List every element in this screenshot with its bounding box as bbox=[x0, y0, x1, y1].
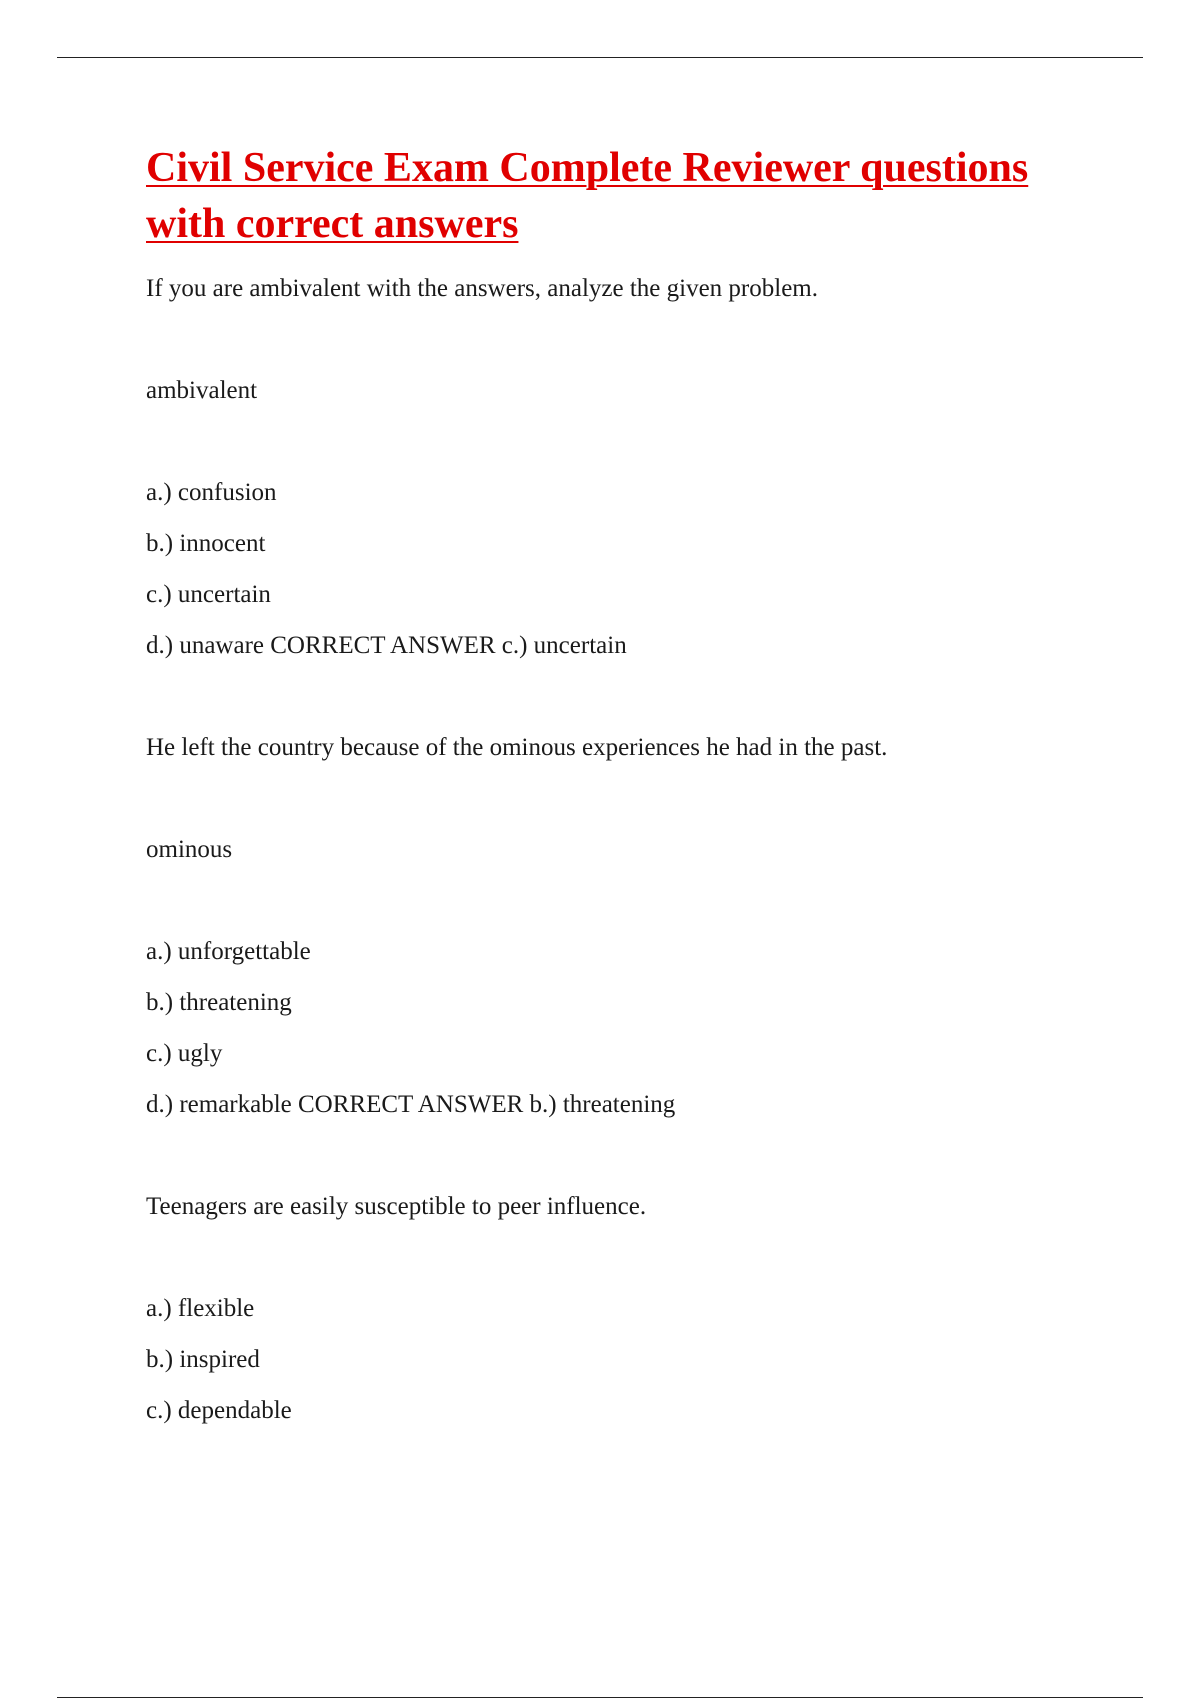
question-1-prompt: If you are ambivalent with the answers, analyze the given problem. bbox=[146, 275, 818, 302]
question-2-option-a: a.) unforgettable bbox=[146, 938, 311, 965]
question-2-word: ominous bbox=[146, 836, 233, 863]
question-1-option-b: b.) innocent bbox=[146, 530, 266, 557]
header-rule bbox=[57, 57, 1143, 58]
question-3-prompt: Teenagers are easily susceptible to peer influence. bbox=[146, 1193, 647, 1220]
question-3-option-b: b.) inspired bbox=[146, 1346, 260, 1373]
question-3-option-c: c.) dependable bbox=[146, 1397, 292, 1424]
question-2-prompt: He left the country because of the ominous experiences he had in the past. bbox=[146, 734, 888, 761]
document-title[interactable]: Civil Service Exam Complete Reviewer questions with correct answers bbox=[146, 145, 1029, 247]
question-1-option-a: a.) confusion bbox=[146, 479, 277, 506]
question-1-option-c: c.) uncertain bbox=[146, 581, 271, 608]
question-2-option-b: b.) threatening bbox=[146, 989, 292, 1016]
footer-rule bbox=[57, 1697, 1143, 1698]
question-1-word: ambivalent bbox=[146, 377, 258, 404]
question-2-option-d-answer: d.) remarkable CORRECT ANSWER b.) threatening bbox=[146, 1091, 676, 1118]
document-body bbox=[146, 140, 1096, 1427]
question-3-option-a: a.) flexible bbox=[146, 1295, 255, 1322]
question-2-option-c: c.) ugly bbox=[146, 1040, 223, 1067]
question-1-option-d-answer: d.) unaware CORRECT ANSWER c.) uncertain bbox=[146, 632, 627, 659]
